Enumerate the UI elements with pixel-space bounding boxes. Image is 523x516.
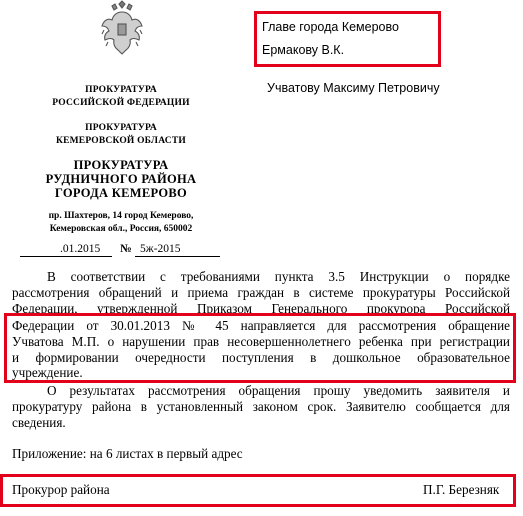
body-line: сведения.: [12, 415, 66, 430]
signature-position: Прокурор района: [12, 482, 110, 497]
letterhead-address: пр. Шахтеров, 14 город Кемерово,: [48, 211, 194, 221]
letterhead-line: РОССИЙСКОЙ ФЕДЕРАЦИИ: [52, 98, 190, 108]
coat-of-arms-icon: [100, 0, 144, 56]
signature-name: П.Г. Березняк: [423, 482, 500, 497]
addressee-name: Ермакову В.К.: [262, 43, 345, 57]
body-line: и формировании очередности поступления в дошкольное образовательное: [12, 350, 510, 365]
body-line: О результатах рассмотрения обращения прошу уведомить заявителя и: [47, 383, 510, 398]
body-line: Федерации от 30.01.2013 № 45 направляется для рассмотрения обращение: [12, 318, 510, 333]
body-line: Учватова М.П. о нарушении прав несовершеннолетнего ребенка при регистрации: [12, 334, 510, 349]
letter-number: 5ж-2015: [140, 243, 181, 255]
letterhead-line: ПРОКУРАТУРА: [85, 123, 157, 133]
number-sign: №: [120, 243, 132, 255]
body-line: Федерации, утвержденной Приказом Генерального прокурора Российской: [12, 301, 510, 316]
letterhead-address: Кемеровская обл., Россия, 650002: [49, 224, 193, 234]
addressee-title: Главе города Кемерово: [262, 20, 399, 34]
letter-date: .01.2015: [60, 243, 101, 255]
body-line: В соответствии с требованиями пункта 3.5 Инструкции о порядке: [47, 269, 510, 284]
body-line: рассмотрения обращений и приема граждан в системе прокуратуры Российской: [12, 285, 510, 300]
letterhead-line: КЕМЕРОВСКОЙ ОБЛАСТИ: [56, 136, 186, 146]
addressee-second: Учватову Максиму Петровичу: [267, 81, 440, 95]
letterhead-title: РУДНИЧНОГО РАЙОНА: [45, 172, 197, 186]
number-underline: [135, 256, 220, 257]
date-underline: [20, 256, 112, 257]
attachment-note: Приложение: на 6 листах в первый адрес: [12, 446, 243, 461]
letterhead-line: ПРОКУРАТУРА: [85, 85, 157, 95]
body-line: прокуратуру района в установленный законом срок. Заявителю сообщается для: [12, 399, 510, 414]
letterhead-title: ГОРОДА КЕМЕРОВО: [54, 186, 188, 200]
letterhead-title: ПРОКУРАТУРА: [73, 158, 169, 172]
body-line: учреждение.: [12, 365, 83, 380]
